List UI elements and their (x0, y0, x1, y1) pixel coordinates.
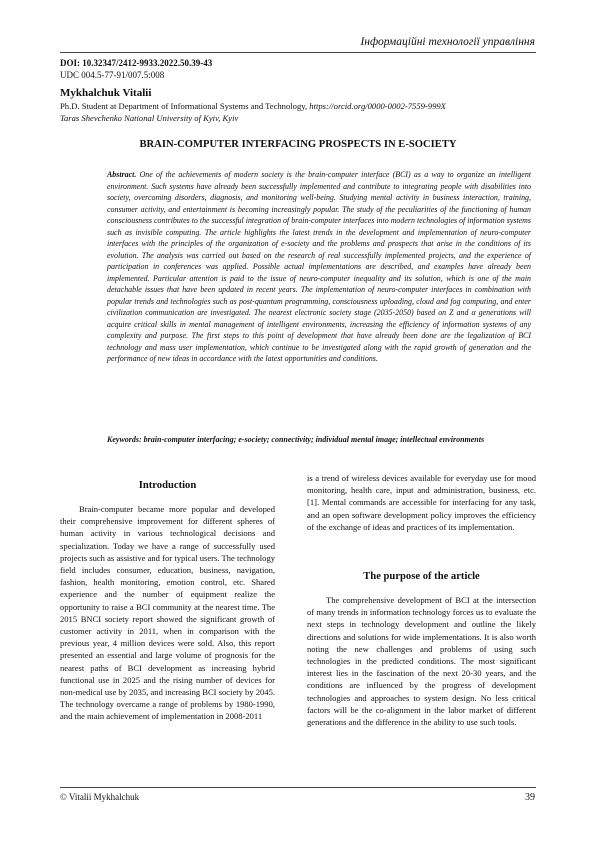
introduction-continuation-paragraph: is a trend of wireless devices available for everyday use for mood monitoring, health care, input and administration, business, etc. [1]. Mental commands are accessible for interfacing for any task, and an open software development policy improves the efficiency of the exchange of ideas and practices of its implementation. (307, 473, 536, 532)
introduction-continuation (307, 472, 536, 533)
abstract-label: Abstract. (107, 170, 137, 179)
abstract (107, 169, 531, 365)
paper-title: BRAIN-COMPUTER INTERFACING PROSPECTS IN E-SOCIETY (139, 139, 457, 150)
introduction-body (60, 503, 275, 723)
udc: UDC 004.5-77-91/007.5:008 (60, 70, 165, 80)
footer-rule (60, 787, 536, 788)
purpose-body (307, 594, 536, 728)
introduction-paragraph: Brain-computer became more popular and developed their comprehensive improvement for different spheres of human activity in various technological decisions and specialization. Today we have a range of successfully used projects such as assistive and for typical users. The technology field includes consumer, education, business, navigation, fashion, health monitoring, emotion control, etc. Shared experience and the number of equipment realize the opportunity to raise a BCI community at the nearest time. The 2015 BNCI society report showed the significant growth of customer activity in 2011, when in comparison with the previous year, 4 million devices were sold. Also, this report presented an essential and large volume of prognosis for the nearest paths of BCI development as increasing hybrid functional use in 2025 and the rising number of devices for non-medical use by 2035, and increasing BCI society by 2045. The technology overcame a range of problems by 1980-1990, and the main achievement of implementation in 2008-2011 (60, 504, 275, 722)
introduction-heading: Introduction (138, 480, 197, 491)
author-university: Taras Shevchenko National University of Kyiv, Kyiv (60, 113, 239, 123)
purpose-paragraph: The comprehensive development of BCI at the intersection of many trends in information technology forces us to evaluate the next steps in technology development and outline the likely directions and solutions for wide implementations. It is also worth noting the new challenges and problems of using such technologies in the predicted conditions. The most significant interest lies in the fascination of the next 20-30 years, and the conditions are influenced by the progress of development technologies and approaches to system design. No less critical factors will be the co-alignment in the labor market of different generations and the difference in the ability to use such tools. (307, 595, 536, 728)
header-rule (60, 52, 536, 53)
author-affiliation (60, 101, 540, 111)
abstract-text: One of the achievements of modern society is the brain-computer interface (BCI) as a way to organize an intelligent environment. Such systems have already been successfully implemented and contribute to integrating people with disabilities into society, overcoming disorders, diagnosis, and monitoring well-being. Studying mental activity in business interaction, training, consumer activity, and entertainment is becoming increasingly popular. The study of the peculiarities of the functioning of human consciousness contributes to the successful integration of brain-computer interfaces into modern technologies of information systems such as invisible computing. The article highlights the latest trends in the development and implementation of neuro-computer interfaces with the principles of the organization of e-society and the problems and prospects that arise in the conditions of its evolution. The analysis was carried out based on the research of real successfully implemented projects, and the experience of participation in conferences was applied. Possible actual implementations are described, and examples have already been implemented. Particular attention is paid to the issue of neuro-computer inequality and its solution, which is one of the main detachable issues that have been updated in recent years. The implementation of neuro-computer interfaces in combination with popular trends and technologies such as post-quantum programming, consciousness uploading, cloud and fog computing, and enter civilization communication are investigated. The nearest electronic society stage (2035-2050) based on Z and α generations will acquire critical skills in mental management of intelligent environments, increasing the efficiency of information systems of any complexity and purpose. The first steps to this point of development that have already been done are the legalization of BCI technology and mass user implementation, which continue to be investigated along with the rapid growth of generation and the performance of new ideas in accordance with the latest opportunities and conditions. (107, 170, 531, 363)
doi[interactable]: DOI: 10.32347/2412-9933.2022.50.39-43 (60, 58, 213, 68)
author-name: Mykhalchuk Vitalii (60, 87, 152, 99)
keywords: Keywords: brain-computer interfacing; e-society; connectivity; individual mental image; intellectual environments (107, 435, 485, 444)
journal-title: Інформаційні технології управління (360, 36, 535, 48)
purpose-heading: The purpose of the article (363, 571, 480, 582)
orcid-link[interactable]: https://orcid.org/0000-0002-7559-999X (309, 101, 446, 111)
copyright: © Vitalii Mykhalchuk (60, 792, 140, 802)
author-position: Ph.D. Student at Department of Informational Systems and Technology, (60, 101, 310, 111)
page-number: 39 (525, 792, 535, 803)
